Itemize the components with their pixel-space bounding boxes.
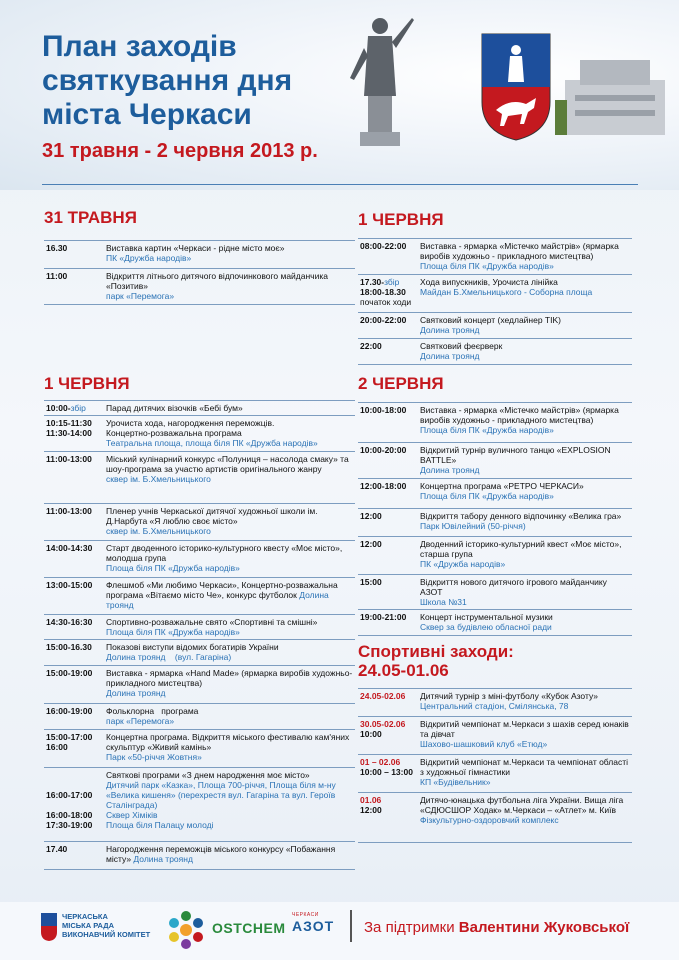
- event-details: [420, 481, 632, 506]
- event-time: 16.30: [46, 243, 68, 253]
- event-details: [420, 719, 632, 752]
- june2-section: [358, 374, 632, 636]
- city-council-name: [62, 912, 162, 939]
- june1-right-section: [358, 210, 632, 365]
- event-venue: Театральна площа, площа біля ПК «Дружба народів»: [106, 438, 318, 448]
- support-prefix: За підтримки: [364, 919, 459, 936]
- title-line: План заходів: [42, 30, 237, 63]
- table-row: [358, 537, 632, 575]
- time-note: збір: [384, 277, 400, 287]
- event-details: [106, 844, 355, 867]
- azot-name: АЗОТ: [292, 918, 335, 934]
- event-details: [420, 612, 632, 633]
- event-details: [420, 445, 632, 476]
- event-details: [420, 341, 632, 362]
- event-time: 11:00: [46, 271, 68, 281]
- event-details: [106, 732, 355, 765]
- event-venue: Площа біля ПК «Дружба народів»: [106, 563, 240, 573]
- event-time: 12:00: [360, 539, 382, 549]
- event-time: 15:00-19:00: [46, 668, 93, 678]
- event-text: Пленер учнів Черкаської дитячої художньої школи ім. Д.Нарбута «Я люблю своє місто»: [106, 506, 318, 526]
- table-row: [358, 443, 632, 479]
- council-line: ВИКОНАВЧИЙ КОМІТЕТ: [62, 930, 151, 939]
- table-row: [44, 615, 355, 640]
- event-text: Урочиста хода, нагородження переможців. Концертно-розважальна програма: [106, 418, 275, 438]
- event-time: 12:00: [360, 511, 382, 521]
- event-text: Відкритий чемпіонат м.Черкаси з шахів серед юнаків та дівчат: [420, 719, 629, 739]
- time-value: 01.06: [360, 795, 382, 805]
- event-text: Відкритий чемпіонат м.Черкаси та чемпіонат області з художньої гімнастики: [420, 757, 629, 777]
- event-time: [358, 719, 420, 752]
- title-line: міста Черкаси: [42, 98, 252, 131]
- event-details: [420, 539, 632, 572]
- sports-heading-line: 24.05-01.06: [358, 661, 449, 680]
- table-row: [358, 509, 632, 537]
- event-time: 14:30-16:30: [46, 617, 93, 627]
- event-time: 10:00-18:00: [360, 405, 407, 415]
- event-venue: Площа біля ПК «Дружба народів»: [420, 491, 554, 501]
- may31-table: [44, 240, 355, 305]
- event-details: [420, 241, 632, 272]
- event-details: [106, 418, 355, 449]
- table-row: [44, 269, 355, 305]
- event-venue: Площа біля ПК «Дружба народів»: [420, 425, 554, 435]
- event-venue: Долина троянд: [106, 688, 166, 698]
- event-time: 14:00-14:30: [46, 543, 93, 553]
- event-details: [420, 405, 632, 440]
- header-background: [0, 0, 679, 190]
- event-details: [106, 642, 355, 663]
- event-details: [106, 243, 355, 266]
- table-row: [44, 768, 355, 842]
- page-title: [42, 30, 302, 132]
- ostchem-name: OSTCHEM: [212, 920, 286, 936]
- event-details: [106, 403, 355, 413]
- event-text: Відкриття літнього дитячого відпочинкового майданчика «Позитив»: [106, 271, 328, 291]
- event-venue: парк «Перемога»: [106, 716, 175, 726]
- event-dates: 31 травня - 2 червня 2013 р.: [42, 140, 318, 162]
- support-credit: [364, 919, 629, 936]
- event-text: Спортивно-розважальне свято «Спортивні та смішні»: [106, 617, 318, 627]
- table-row: [44, 704, 355, 730]
- table-row: [358, 717, 632, 755]
- event-text: Міський кулінарний конкурс «Полуниця – насолода смаку» та шоу-програма за участю артистів оригінального жанру: [106, 454, 349, 474]
- event-text: Концертна програма. Відкриття міського фестивалю кам'яних скульптур «Живий камінь»: [106, 732, 350, 752]
- event-venue: Долина троянд: [420, 325, 480, 335]
- table-row: [358, 689, 632, 717]
- event-venue: Парк «50-річчя Жовтня»: [106, 752, 202, 762]
- time-value: 10:00 – 13:00: [360, 767, 413, 777]
- monument-image: [330, 8, 430, 148]
- event-text: Флешмоб «Ми любимо Черкаси», Концертно-розважальна програма «Вітаємо місто Че», конкурс футболок: [106, 580, 338, 600]
- support-name: Валентини Жуковської: [458, 919, 630, 936]
- ostchem-logo: [162, 906, 210, 954]
- section-heading: 31 ТРАВНЯ: [44, 208, 137, 227]
- table-row: [358, 339, 632, 365]
- time-value: 10:00: [360, 729, 382, 739]
- event-text: Парад дитячих візочків «Бебі бум»: [106, 403, 243, 413]
- event-text: Концерт інструментальної музики: [420, 612, 553, 622]
- table-row: [44, 416, 355, 452]
- event-venue: Центральний стадіон, Смілянська, 78: [420, 701, 569, 711]
- june1-right-table: [358, 238, 632, 365]
- event-text: Святковий феєрверк: [420, 341, 503, 351]
- event-details: [106, 543, 355, 575]
- event-text: Виставка - ярмарка «Містечко майстрів» (ярмарка виробів художньо - прикладного мистецтва): [420, 405, 619, 425]
- table-row: [358, 479, 632, 509]
- event-time: 17.40: [46, 844, 68, 854]
- event-details: [106, 580, 355, 612]
- event-time: 15:00-16.30: [46, 642, 92, 652]
- table-row: [44, 452, 355, 504]
- table-row: [44, 401, 355, 416]
- event-venue: КП «Будівельник»: [420, 777, 491, 787]
- event-text: Показові виступи відомих богатирів України: [106, 642, 279, 652]
- event-text: Виставка картин «Черкаси - рідне місто моє»: [106, 243, 285, 253]
- june1-left-table: [44, 400, 355, 870]
- event-venue: ПК «Дружба народів»: [420, 559, 506, 569]
- event-time: 12:00-18:00: [360, 481, 407, 491]
- building-image: [555, 40, 675, 140]
- sports-heading-line: Спортивні заходи:: [358, 642, 514, 661]
- table-row: [358, 793, 632, 843]
- sports-section: [358, 642, 632, 843]
- event-details: [106, 454, 355, 501]
- event-venue: ПК «Дружба народів»: [106, 253, 192, 263]
- event-details: [420, 277, 632, 310]
- table-row: [358, 313, 632, 339]
- event-venue: Площа біля ПК «Дружба народів»: [106, 627, 240, 637]
- event-venue: сквер ім. Б.Хмельницького: [106, 474, 211, 484]
- event-text: Відкриття нового дитячого ігрового майданчику АЗОТ: [420, 577, 607, 597]
- table-row: [358, 755, 632, 793]
- section-heading: 2 ЧЕРВНЯ: [358, 374, 444, 393]
- event-time: 10:00-20:00: [360, 445, 407, 455]
- event-venue: Долина троянд: [106, 590, 329, 610]
- event-details: [106, 271, 355, 302]
- section-heading: 1 ЧЕРВНЯ: [44, 374, 130, 393]
- time-value: 24.05-02.06: [360, 691, 406, 701]
- table-row: [44, 504, 355, 541]
- event-details: [106, 506, 355, 538]
- event-details: [106, 770, 355, 839]
- event-time: 16:00-19:00: [46, 706, 93, 716]
- event-venue: Майдан Б.Хмельницького - Соборна площа: [420, 287, 593, 297]
- time-value: 18:00-18.30: [360, 287, 406, 297]
- event-time: [44, 403, 106, 413]
- event-venue: Площа біля ПК «Дружба народів»: [420, 261, 554, 271]
- event-text: Відкриття табору денного відпочинку «Велика гра»: [420, 511, 622, 521]
- table-row: [44, 541, 355, 578]
- time-note: збір: [70, 403, 86, 413]
- event-time: [358, 277, 420, 310]
- event-text: Концертна програма «РЕТРО ЧЕРКАСИ»: [420, 481, 584, 491]
- event-details: [106, 706, 355, 727]
- event-time: 20:00-22:00: [360, 315, 407, 325]
- event-time: 11:00-13:00: [46, 454, 92, 464]
- event-details: [420, 577, 632, 607]
- event-text: Святковий концерт (хедлайнер TIK): [420, 315, 561, 325]
- table-row: [44, 578, 355, 615]
- event-time: 19:00-21:00: [360, 612, 407, 622]
- event-text: Дитячо-юнацька футбольна ліга України. Вища ліга «СДЮСШОР Ходак» м.Черкаси – «Атлет» м. Київ: [420, 795, 624, 815]
- event-details: [106, 617, 355, 637]
- event-venue: Долина троянд: [420, 465, 480, 475]
- time-value: 10:00-: [46, 403, 71, 413]
- event-text: Виставка - ярмарка «Hand Made» (ярмарка виробів художньо-прикладного мистецтва): [106, 668, 353, 688]
- event-venue: Парк Ювілейний (50-річчя): [420, 521, 526, 531]
- council-line: МІСЬКА РАДА: [62, 921, 115, 930]
- event-time: [358, 757, 420, 790]
- event-details: [420, 511, 632, 534]
- event-time: 10:15-11:30 11:30-14:00: [46, 418, 92, 438]
- event-venue: Долина троянд: [133, 854, 193, 864]
- title-line: святкування дня: [42, 64, 293, 97]
- event-details: [420, 795, 632, 840]
- event-text: Хода випускників, Урочиста лінійка: [420, 277, 558, 287]
- table-row: [358, 610, 632, 636]
- event-text: Нагородження переможців міського конкурсу «Побажання місту»: [106, 844, 336, 864]
- event-venue: Дитячий парк «Казка», Площа 700-річчя, Площа біля м-ну «Велика кишеня» (перехрестя вул. Гагаріна та вул. Героїв Сталінграда) Сквер Хіміків Площа біля Палацу молоді: [106, 780, 336, 830]
- table-row: [358, 275, 632, 313]
- header-divider: [42, 184, 638, 185]
- event-details: [106, 668, 355, 701]
- table-row: [44, 842, 355, 870]
- event-details: [420, 757, 632, 790]
- time-value: 01 – 02.06: [360, 757, 401, 767]
- table-row: [44, 730, 355, 768]
- azot-logo: [292, 912, 334, 934]
- event-time: 15:00-17:00 16:00: [46, 732, 93, 752]
- table-row: [358, 239, 632, 275]
- sports-heading: [358, 642, 632, 680]
- table-row: [358, 403, 632, 443]
- time-note: початок ходи: [360, 297, 412, 307]
- event-venue: Сквер за будівлею обласної ради: [420, 622, 552, 632]
- event-time: 15:00: [360, 577, 382, 587]
- event-venue: Долина троянд: [420, 351, 480, 361]
- event-text: Старт дводенного історико-культурного квесту «Моє місто», молодша група: [106, 543, 343, 563]
- event-venue: сквер ім. Б.Хмельницького: [106, 526, 211, 536]
- event-text: Святкові програми «З днем народження моє місто»: [106, 770, 310, 780]
- table-row: [358, 575, 632, 610]
- event-time: 16:00-17:00 16:00-18:00 17:30-19:00: [46, 790, 93, 830]
- event-text: Дводенний історико-культурний квест «Моє місто», старша група: [420, 539, 622, 559]
- june1-left-section: [44, 374, 355, 870]
- may31-section: [44, 208, 355, 305]
- council-line: ЧЕРКАСЬКА: [62, 912, 108, 921]
- section-heading: 1 ЧЕРВНЯ: [358, 210, 444, 229]
- event-venue: Шахово-шашковий клуб «Етюд»: [420, 739, 548, 749]
- city-council-logo: [40, 912, 58, 942]
- event-time: 22:00: [360, 341, 382, 351]
- event-text: Виставка - ярмарка «Містечко майстрів» (ярмарка виробів художньо - прикладного мистецтва): [420, 241, 619, 261]
- event-venue: Школа №31: [420, 597, 467, 607]
- event-venue: парк «Перемога»: [106, 291, 175, 301]
- event-text: Фольклорна програма: [106, 706, 199, 716]
- event-time: [358, 691, 420, 714]
- event-time: 08:00-22:00: [360, 241, 407, 251]
- time-value: 30.05-02.06: [360, 719, 406, 729]
- event-details: [420, 315, 632, 336]
- footer-divider: [350, 910, 352, 942]
- june2-table: [358, 402, 632, 636]
- table-row: [44, 666, 355, 704]
- event-details: [420, 691, 632, 714]
- event-venue: Долина троянд (вул. Гагаріна): [106, 652, 232, 662]
- event-time: [358, 795, 420, 840]
- event-time: 13:00-15:00: [46, 580, 93, 590]
- sports-table: [358, 688, 632, 843]
- event-venue: Фізкультурно-оздоровчий комплекс: [420, 815, 559, 825]
- city-coat-of-arms: [480, 32, 552, 142]
- time-value: 17.30-: [360, 277, 385, 287]
- event-text: Відкритий турнір вуличного танцю «EXPLOSION BATTLE»: [420, 445, 611, 465]
- event-time: 11:00-13:00: [46, 506, 92, 516]
- time-value: 12:00: [360, 805, 382, 815]
- azot-small-label: ЧЕРКАСИ: [292, 912, 319, 918]
- table-row: [44, 640, 355, 666]
- table-row: [44, 241, 355, 269]
- event-text: Дитячий турнір з міні-футболу «Кубок Азоту»: [420, 691, 599, 701]
